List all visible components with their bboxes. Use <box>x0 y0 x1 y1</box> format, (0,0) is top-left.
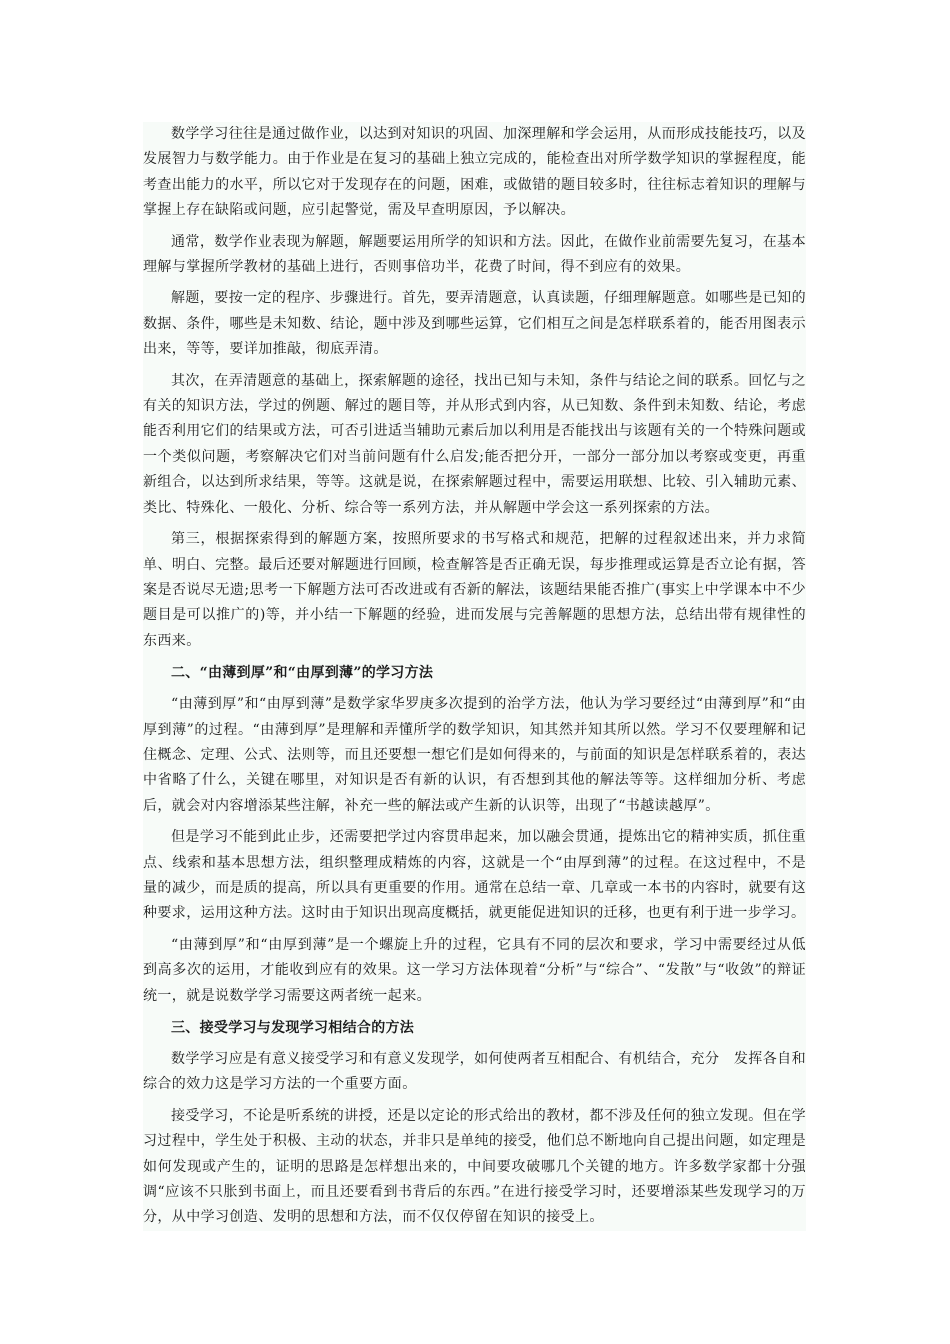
paragraph: 数学学习往往是通过做作业，以达到对知识的巩固、加深理解和学会运用，从而形成技能技巧，以及发展智力与数学能力。由于作业是在复习的基础上独立完成的，能检查出对所学数学知识的掌握程度，能考查出能力的水平，所以它对于发现存在的问题，困难，或做错的题目较多时，往往标志着知识的理解与掌握上存在缺陷或问题，应引起警觉，需及早查明原因，予以解决。 <box>143 126 806 219</box>
paragraph: 但是学习不能到此止步，还需要把学过内容贯串起来，加以融会贯通，提炼出它的精神实质，抓住重点、线索和基本思想方法，组织整理成精炼的内容，这就是一个“由厚到薄”的过程。在这过程中，不是量的减少，而是质的提高，所以具有更重要的作用。通常在总结一章、几章或一本书的内容时，就要有这种要求，运用这种方法。这时由于知识出现高度概括，就更能促进知识的迁移，也更有利于进一步学习。 <box>143 829 806 922</box>
document-body <box>143 122 806 1231</box>
paragraph: 通常，数学作业表现为解题，解题要运用所学的知识和方法。因此，在做作业前需要先复习，在基本理解与掌握所学教材的基础上进行，否则事倍功半，花费了时间，得不到应有的效果。 <box>143 233 806 276</box>
section-heading: 二、“由薄到厚”和“由厚到薄”的学习方法 <box>171 665 434 682</box>
paragraph: “由薄到厚”和“由厚到薄”是数学家华罗庚多次提到的治学方法，他认为学习要经过“由薄到厚”和“由厚到薄”的过程。“由薄到厚”是理解和弄懂所学的数学知识，知其然并知其所以然。学习不仅要理解和记住概念、定理、公式、法则等，而且还要想一想它们是如何得来的，与前面的知识是怎样联系着的，表达中省略了什么，关键在哪里，对知识是否有新的认识，有否想到其他的解法等等。这样细加分析、考虑后，就会对内容增添某些注解，补充一些的解法或产生新的认识等，出现了“书越读越厚”。 <box>143 696 806 814</box>
paragraph: 其次，在弄清题意的基础上，探索解题的途径，找出已知与未知，条件与结论之间的联系。回忆与之有关的知识方法，学过的例题、解过的题目等，并从形式到内容，从已知数、条件到未知数、结论，考虑能否利用它们的结果或方法，可否引进适当辅助元素后加以利用是否能找出与该题有关的一个特殊问题或一个类似问题，考察解决它们对当前问题有什么启发;能否把分开，一部分一部分加以考察或变更，再重新组合，以达到所求结果，等等。这就是说，在探索解题过程中，需要运用联想、比较、引入辅助元素、类比、特殊化、一般化、分析、综合等一系列方法，并从解题中学会这一系列探索的方法。 <box>143 372 806 516</box>
section-heading: 三、接受学习与发现学习相结合的方法 <box>171 1020 415 1036</box>
paragraph: 接受学习，不论是听系统的讲授，还是以定论的形式给出的教材，都不涉及任何的独立发现。但在学习过程中，学生处于积极、主动的状态，并非只是单纯的接受，他们总不断地向自己提出问题，如定理是如何发现或产生的，证明的思路是怎样想出来的，中间要攻破哪几个关键的地方。许多数学家都十分强调“应该不只胀到书面上，而且还要看到书背后的东西。”在进行接受学习时，还要增添某些发现学习的万分，从中学习创造、发明的思想和方法，而不仅仅停留在知识的接受上。 <box>143 1107 806 1226</box>
paragraph: 数学学习应是有意义接受学习和有意义发现学，如何使两者互相配合、有机结合，充分 发挥各自和综合的效力这是学习方法的一个重要方面。 <box>143 1051 806 1093</box>
paragraph: 解题，要按一定的程序、步骤进行。首先，要弄清题意，认真读题，仔细理解题意。如哪些是已知的数据、条件，哪些是未知数、结论，题中涉及到哪些运算，它们相互之间是怎样联系着的，能否用图表示出来，等等，要详加推敲，彻底弄清。 <box>143 290 806 358</box>
paragraph: 第三，根据探索得到的解题方案，按照所要求的书写格式和规范，把解的过程叙述出来，并力求简单、明白、完整。最后还要对解题进行回顾，检查解答是否正确无误，每步推理或运算是否立论有据，答案是否说尽无遗;思考一下解题方法可否改进或有否新的解法，该题结果能否推广(事实上中学课本中不少题目是可以推广的)等，并小结一下解题的经验，进而发展与完善解题的思想方法，总结出带有规律性的东西来。 <box>143 531 806 649</box>
paragraph: “由薄到厚”和“由厚到薄”是一个螺旋上升的过程，它具有不同的层次和要求，学习中需要经过从低到高多次的运用，才能收到应有的效果。这一学习方法体现着“分析”与“综合”、“发散”与“收敛”的辩证统一，就是说数学学习需要这两者统一起来。 <box>143 936 806 1004</box>
